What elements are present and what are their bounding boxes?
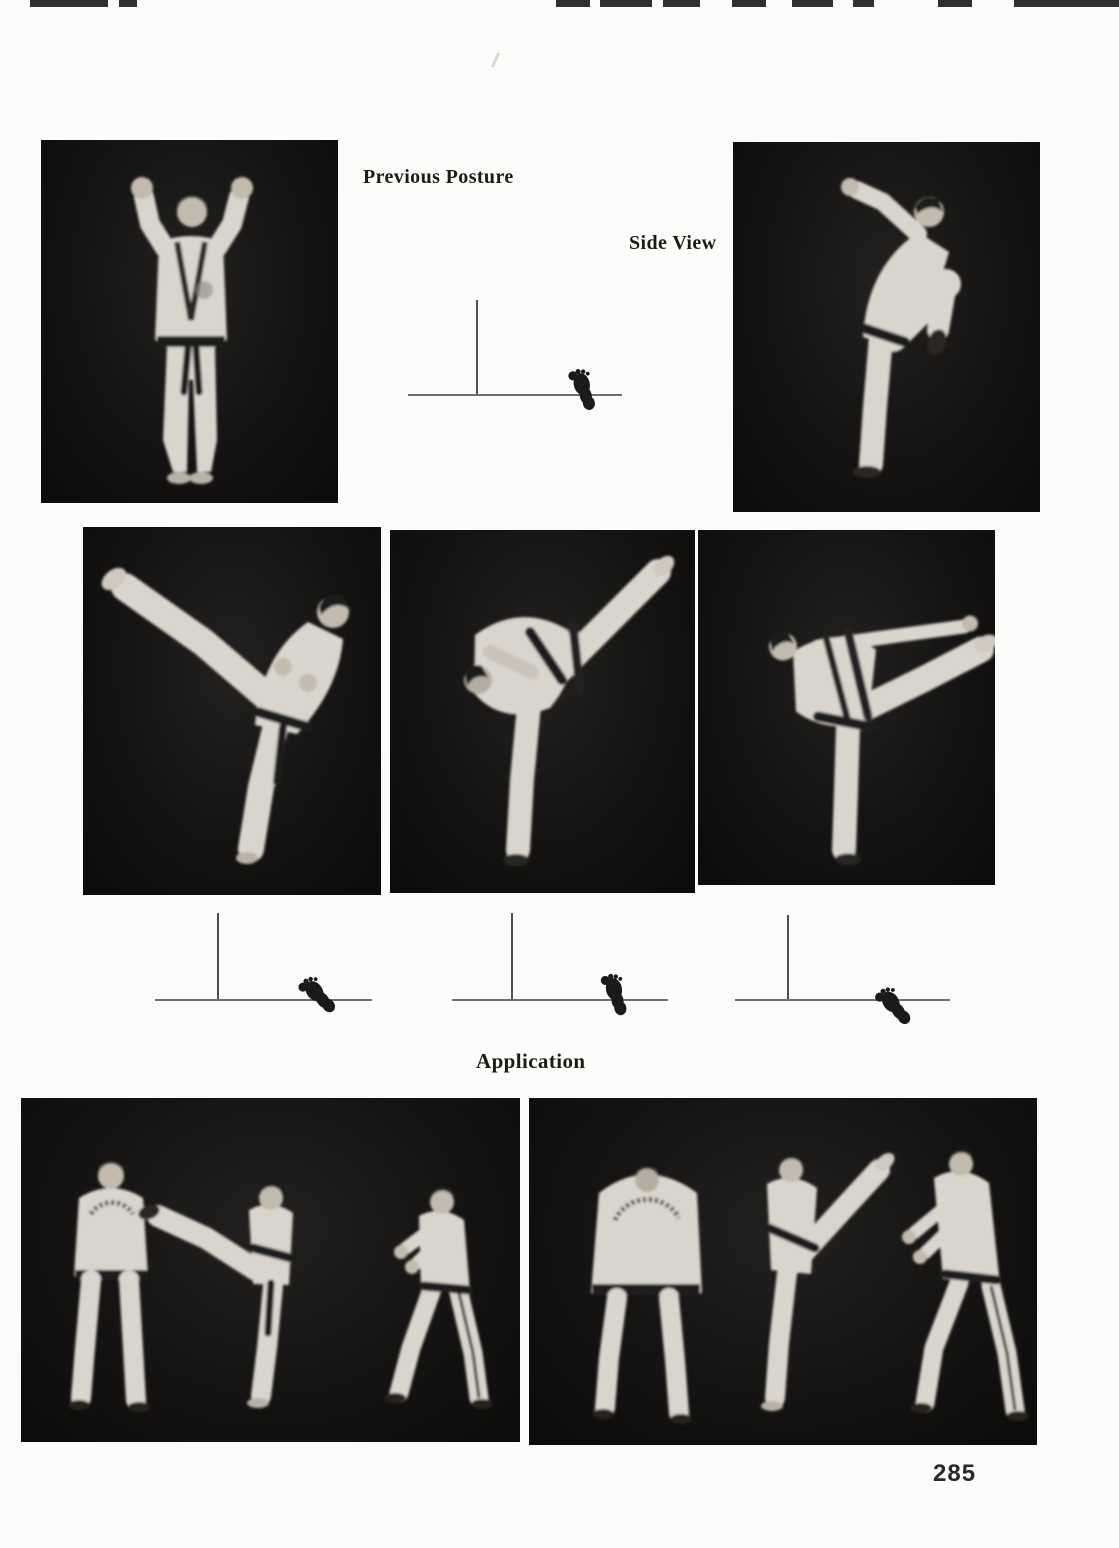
figure-illustration: [21, 1098, 520, 1442]
photo-application-2: [529, 1098, 1037, 1445]
page-number: 285: [933, 1460, 977, 1487]
photo-sequence-3: [698, 530, 995, 885]
label-side-view: Side View: [629, 232, 717, 254]
photo-previous-posture: [41, 140, 338, 503]
scan-artifact-dash: [663, 0, 700, 7]
footprint-icon: [600, 972, 628, 1018]
scan-artifact-dash: [556, 0, 590, 7]
footprint-icon: [567, 367, 597, 413]
scan-artifact-dash: [600, 0, 652, 7]
photo-sequence-2: [390, 530, 695, 893]
figure-illustration: [733, 142, 1040, 512]
scan-artifact-dash: [732, 0, 766, 7]
footprint-icon: [296, 973, 338, 1020]
photo-sequence-1: [83, 527, 381, 895]
figure-illustration: [390, 530, 695, 893]
figure-illustration: [698, 530, 995, 885]
stance-diagram: [725, 905, 965, 1035]
scan-artifact-dash: [1014, 0, 1119, 7]
scan-artifact-dash: [792, 0, 833, 7]
stance-diagram: [145, 905, 385, 1030]
photo-side-view: [733, 142, 1040, 512]
stance-diagram: [440, 905, 680, 1030]
scan-artifact-dash: [938, 0, 972, 7]
scan-artifact-dash: [30, 0, 108, 7]
footprint-icon: [873, 983, 914, 1030]
scan-artifact-dash: [119, 0, 137, 7]
scan-artifact-dash: [853, 0, 874, 7]
figure-illustration: [41, 140, 338, 503]
figure-illustration: [83, 527, 381, 895]
stance-diagram: [400, 288, 640, 413]
scan-smudge: [491, 52, 500, 68]
photo-application-1: [21, 1098, 520, 1442]
label-previous-posture: Previous Posture: [363, 166, 514, 188]
figure-illustration: [529, 1098, 1037, 1445]
label-application: Application: [476, 1049, 586, 1073]
